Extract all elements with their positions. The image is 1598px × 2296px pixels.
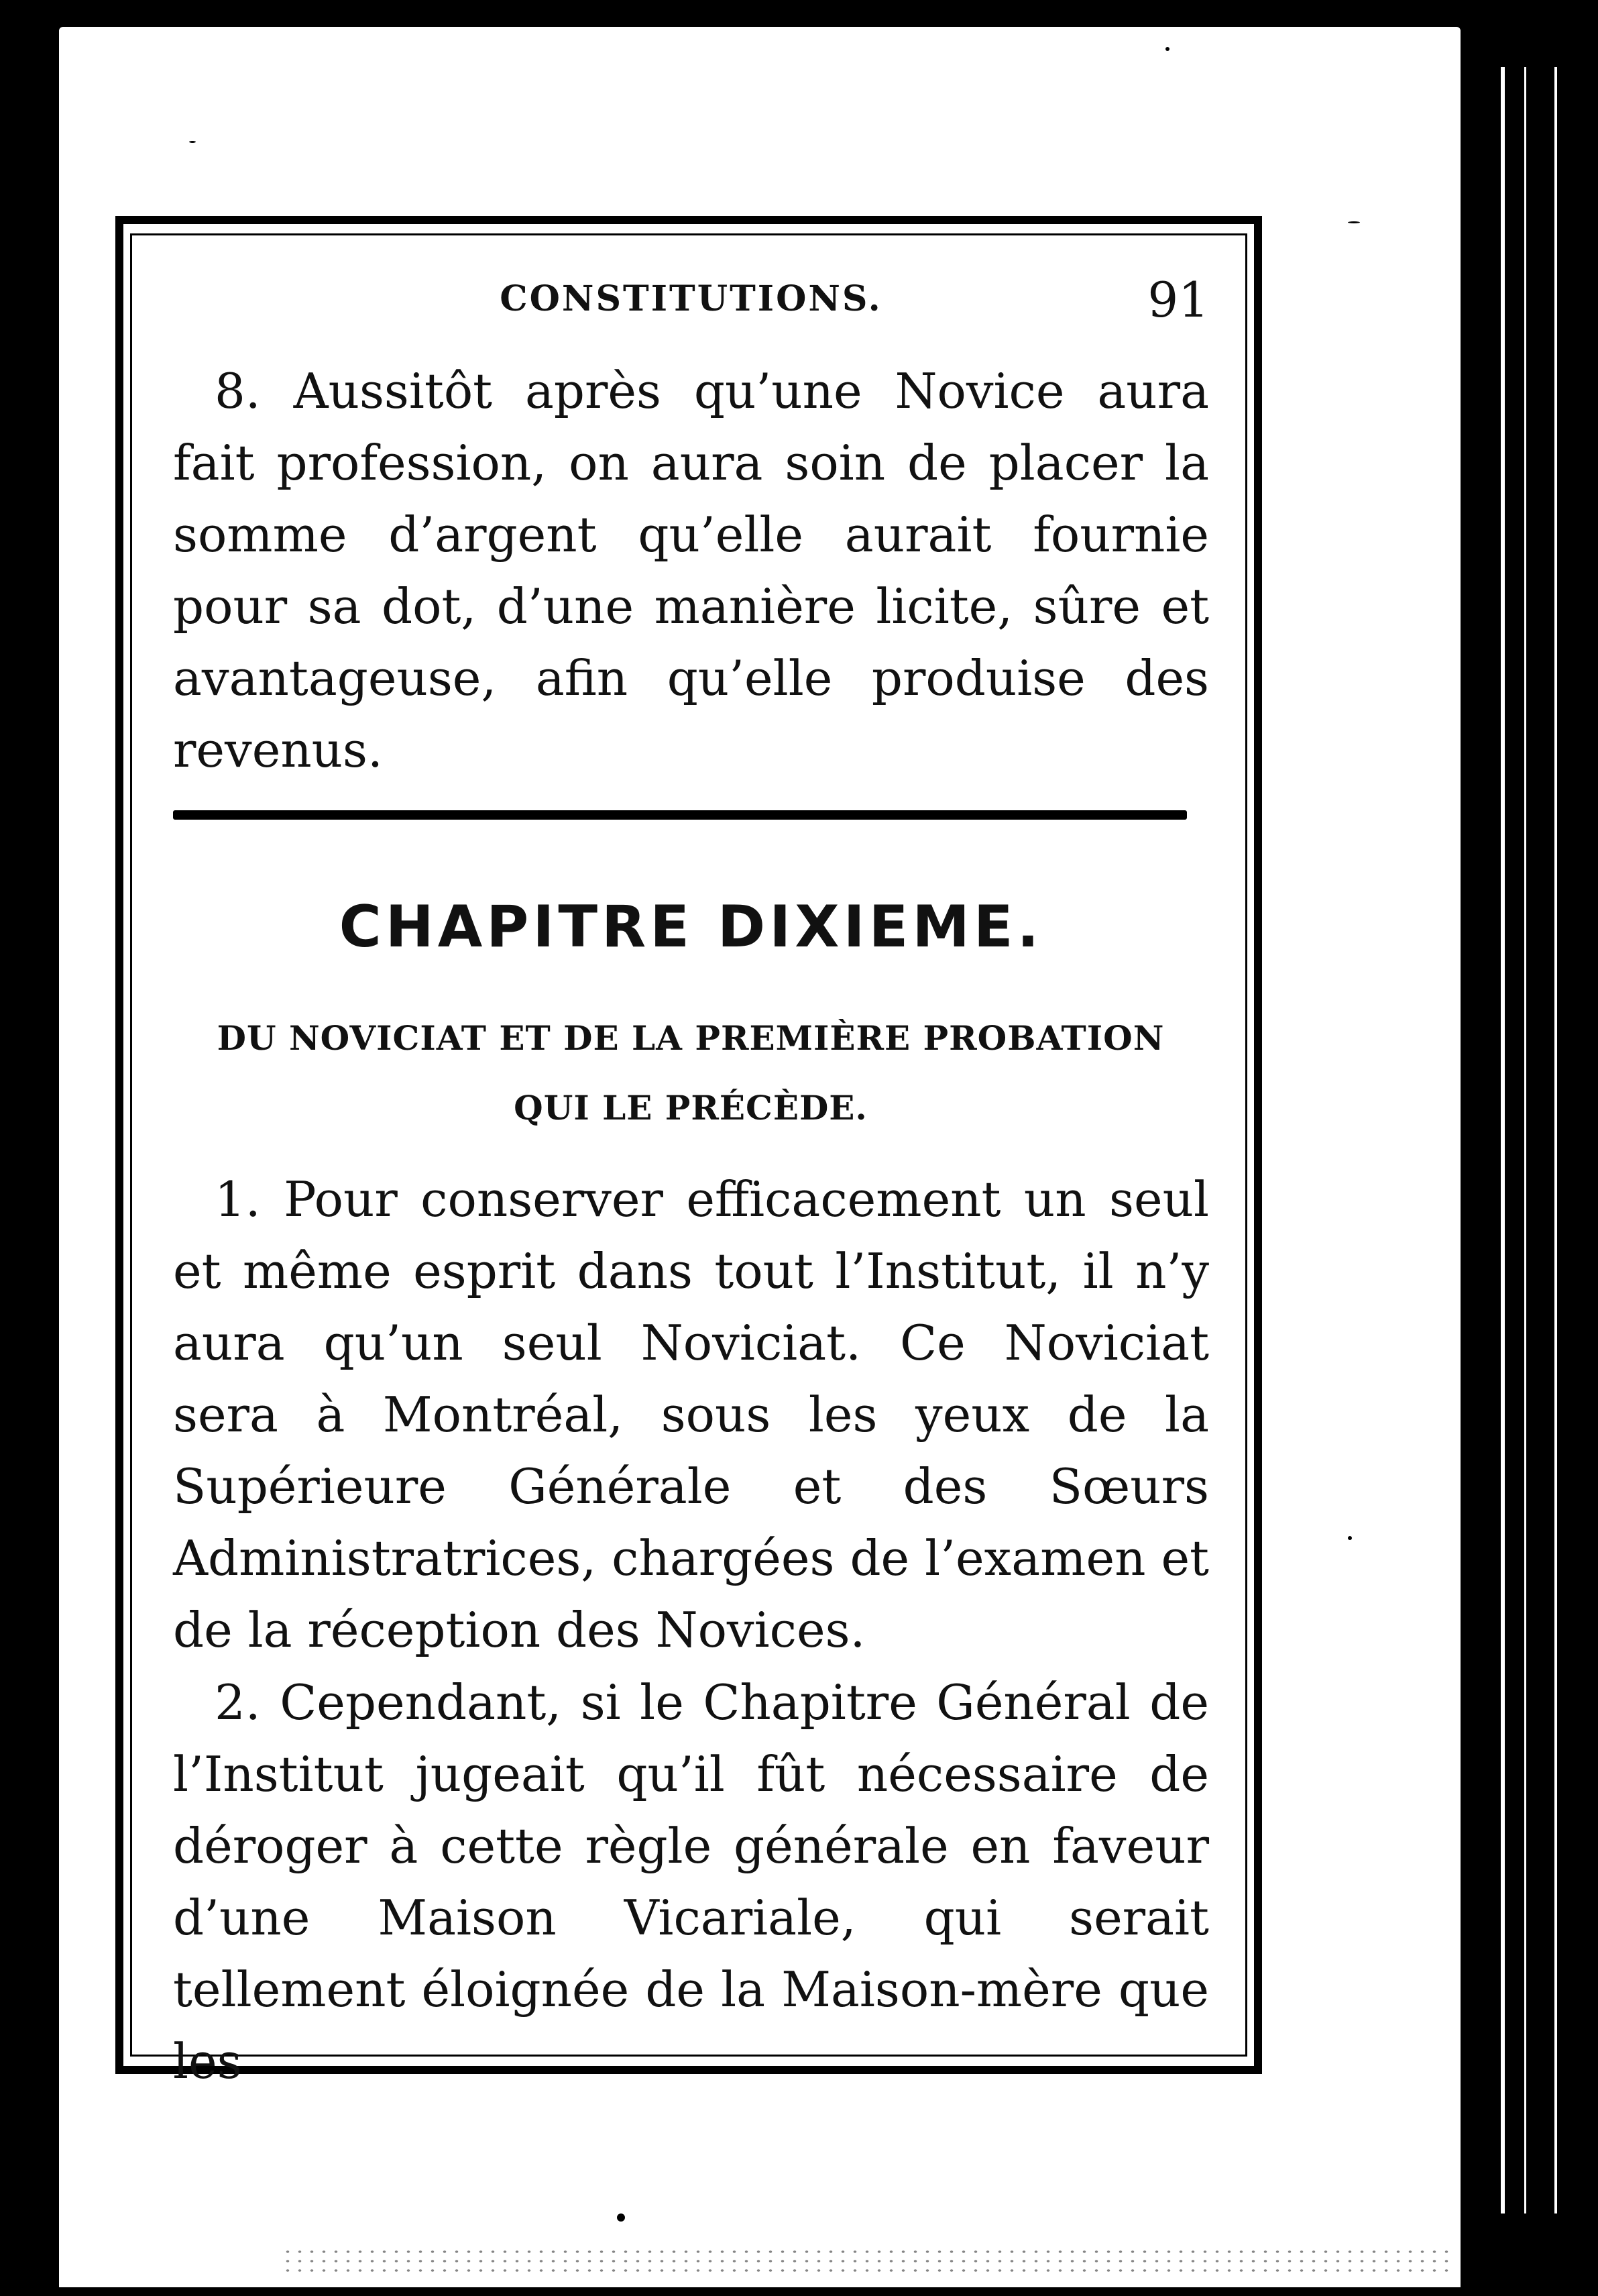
paper-noise: [282, 2247, 1448, 2274]
page-edge-line: [1501, 67, 1505, 2213]
chapter-subtitle-line-1: DU NOVICIAT ET DE LA PREMIÈRE PROBATION: [217, 1018, 1165, 1058]
chapter-title: CHAPITRE DIXIEME.: [339, 893, 1043, 961]
paragraph-8: 8. Aussitôt après qu’une Novice aura fait profession, on aura soin de placer la somme d’argent qu’elle aurait fournie pour sa dot, d’une manière licite, sûre et avantageuse, afin qu’elle produise des revenus.: [173, 363, 1209, 778]
page-edge-line: [1554, 67, 1557, 2213]
paragraph-1: 1. Pour conserver efficacement un seul et même esprit dans tout l’Institut, il n’y aura qu’un seul Noviciat. Ce Noviciat sera à Montréal, sous les yeux de la Supérieure Générale et des Sœurs Administratrices, chargées de l’examen et de la réception des Novices.: [173, 1171, 1209, 1658]
chapter-subtitle-line-2: QUI LE PRÉCÈDE.: [514, 1088, 868, 1128]
article-1: [173, 1164, 1209, 1666]
page-number: 91: [1147, 272, 1209, 328]
article-2: [173, 1667, 1209, 2097]
paragraph-2: 2. Cependant, si le Chapitre Général de l’Institut jugeait qu’il fût nécessaire de déroger à cette règle générale en faveur d’une Maison Vicariale, qui serait tellement éloignée de la Maison-mère que les: [173, 1674, 1209, 2089]
scan-speck: [189, 141, 196, 143]
chapter-subtitle: [154, 1003, 1227, 1143]
scan-speck: [1348, 1536, 1352, 1540]
running-head: [173, 272, 1209, 328]
page-edge: [1461, 27, 1598, 2296]
article-8: [173, 356, 1209, 786]
section-divider: [173, 810, 1187, 820]
bottom-edge: [59, 2287, 1461, 2296]
scan-speck: [1165, 47, 1169, 51]
running-title: CONSTITUTIONS.: [500, 278, 882, 319]
page-edge-line: [1524, 67, 1526, 2213]
scan-speck: [1348, 221, 1360, 223]
scan-speck: [617, 2213, 625, 2222]
